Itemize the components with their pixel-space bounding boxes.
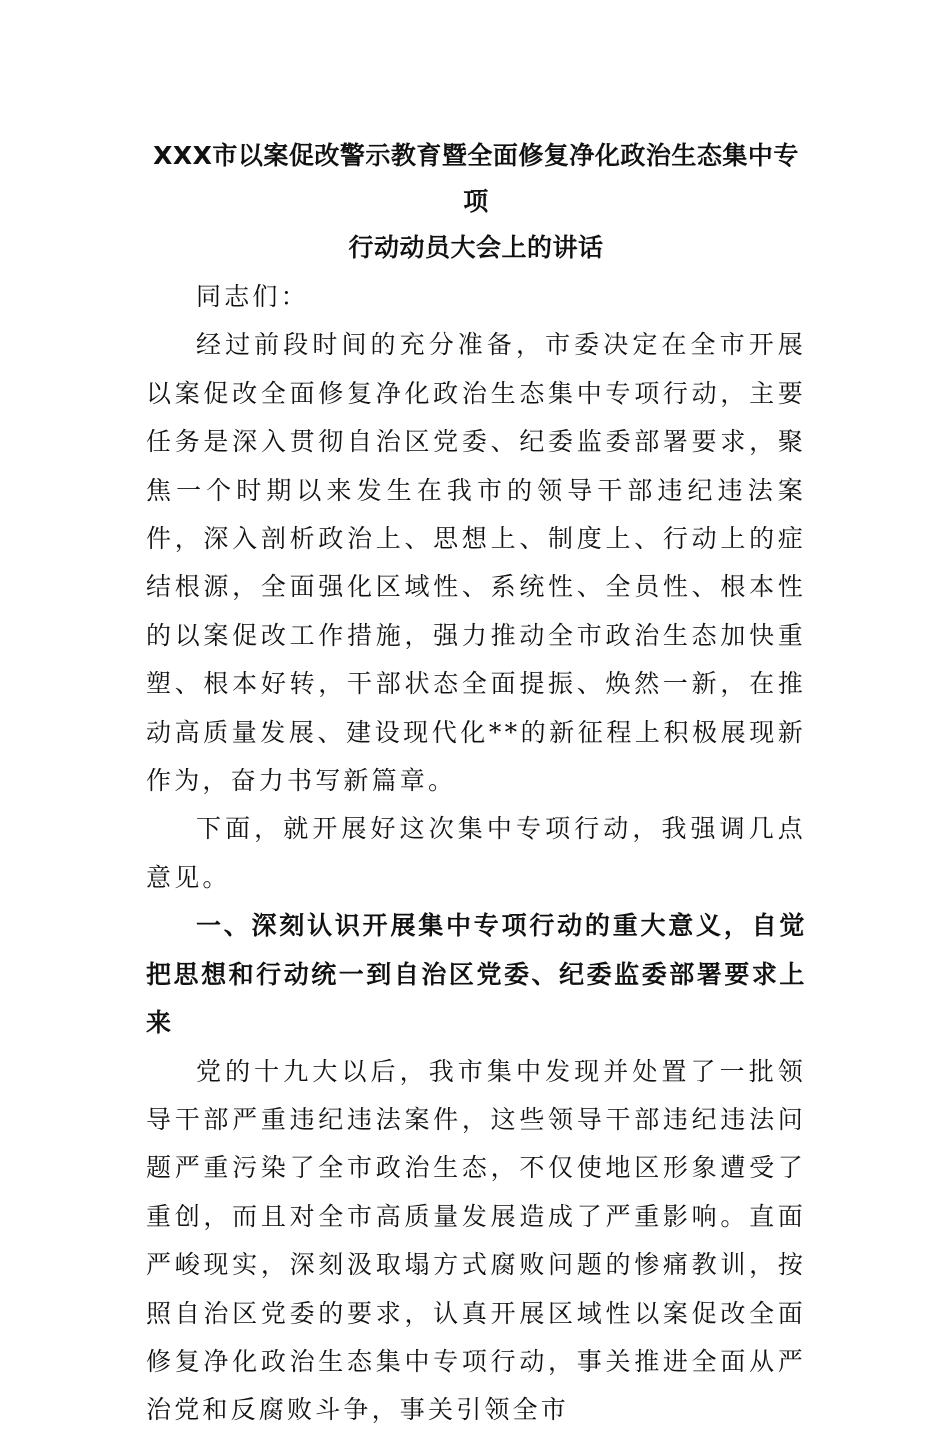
salutation: 同志们： <box>196 282 309 311</box>
paragraph-transition: 下面，就开展好这次集中专项行动，我强调几点意见。 <box>146 814 806 892</box>
paragraph-intro: 经过前段时间的充分准备，市委决定在全市开展以案促改全面修复净化政治生态集中专项行动，主要任务是深入贯彻自治区党委、纪委监委部署要求，聚焦一个时期以来发生在我市的领导干部违纪违法案件，深入剖析政治上、思想上、制度上、行动上的症结根源，全面强化区域性、系统性、全员性、根本性的以案促改工作措施，强力推动全市政治生态加快重塑、根本好转，干部状态全面提振、焕然一新，在推动高质量发展、建设现代化**的新征程上积极展现新作为，奋力书写新篇章。 <box>146 330 806 796</box>
document-body <box>146 133 806 1435</box>
section-1-heading: 一、深刻认识开展集中专项行动的重大意义，自觉把思想和行动统一到自治区党委、纪委监委部署要求上来 <box>146 911 806 1038</box>
document-title <box>146 133 806 271</box>
title-line-2: 行动动员大会上的讲话 <box>348 233 604 262</box>
paragraph-section-1: 党的十九大以后，我市集中发现并处置了一批领导干部严重违纪违法案件，这些领导干部违纪违法问题严重污染了全市政治生态，不仅使地区形象遭受了重创，而且对全市高质量发展造成了严重影响。直面严峻现实，深刻汲取塌方式腐败问题的惨痛教训，按照自治区党委的要求，认真开展区域性以案促改全面修复净化政治生态集中专项行动，事关推进全面从严治党和反腐败斗争，事关引领全市 <box>146 1056 806 1425</box>
title-line-1: XXX市以案促改警示教育暨全面修复净化政治生态集中专项 <box>153 141 799 216</box>
